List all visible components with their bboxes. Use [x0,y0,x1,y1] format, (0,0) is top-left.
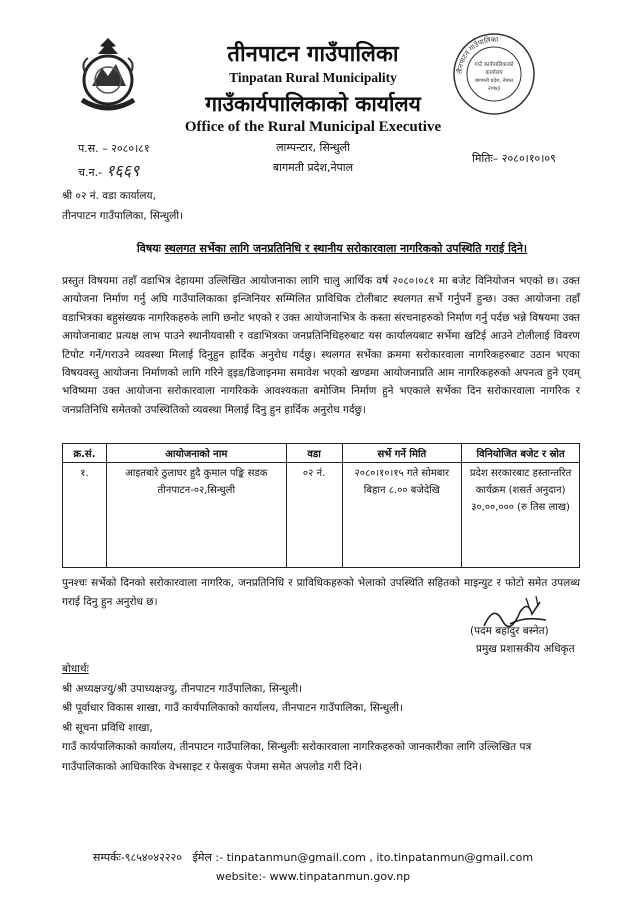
copy-to-label: बोधार्थः [62,663,89,675]
signatory-name: (पदम बहादुर बस्नेत) [470,625,549,637]
letter-date [472,151,556,166]
table-row [63,463,580,568]
email-label: ईमेल :- [192,851,224,864]
cell-survey-date: २०८०।१०।१५ गते सोमबार बिहान ८.०० बजेदेखि [342,463,462,568]
col-header-serial: क्र.सं. [63,444,107,463]
stamp-inner-line-4: २०७३ [487,85,501,92]
date-value: – २०८०।१०।०९ [492,152,556,165]
subject-line [62,241,602,256]
address-line-1: लाम्पन्टार, सिन्धुली [276,141,350,154]
stamp-inner-line-1: गाउँ कार्यपालिकाको [474,62,514,68]
reference-number [78,141,150,156]
office-name-english: Office of the Rural Municipal Executive [184,119,442,135]
dispatch-number [78,159,139,181]
stamp-inner-line-2: कार्यालय [485,70,503,76]
contact-emails: tinpatanmun@gmail.com , ito.tinpatanmun@gmail.com [226,851,534,864]
col-header-project-name: आयोजनाको नाम [106,444,286,463]
contact-label: सम्पर्कः- [92,851,125,864]
contact-phone: ९८५४०४२२२० [124,851,182,864]
col-header-budget-source: विनियोजित बजेट र स्रोत [462,444,580,463]
date-label: मितिः [472,152,493,165]
svg-text:तीनपाटन गाउँपालिका [455,35,499,74]
copy-to-block [62,660,587,777]
copy-to-line-1: श्री अध्यक्षज्यु/श्री उपाध्यक्षज्यु, तीनपाटन गाउँपालिका, सिन्धुली। [62,682,303,695]
dispatch-value: १६६९ [106,161,140,180]
col-header-ward: वडा [286,444,342,463]
addressee-line-2: तीनपाटन गाउँपालिका, सिन्धुली। [62,210,184,222]
office-seal-stamp [452,32,536,116]
subject-label: विषयः [136,242,161,255]
stamp-inner-line-3: बागमती प्रदेश, नेपाल [474,78,514,84]
website-url: www.tinpatanmun.gov.np [269,870,411,883]
body-paragraph: प्रस्तुत विषयमा तहाँ वडाभित्र देहायमा उल्लिखित आयोजनाका लागि चालु आर्थिक वर्ष २०८०।०८१ मा बजेट विनियोजन भएको छ। उक्त आयोजना निर्माण गर्नु अघि गाउँपालिकाका इन्जिनियर सम्मिलित प्राविधिक टोलीबाट स्थलगत सर्भे गर्नुपर्ने हुन्छ। उक्त आयोजना तहाँ वडाभित्रका बहुसंख्यक नागरिकहरुके लागि छनोट भएको र उक्त आयोजनाभित्र के कस्ता संरचनाहरुको निर्माण गर्नु पर्दछ भन्ने विषयमा उक्त आयोजनाबाट प्रत्यक्ष लाभ पाउने स्थानीयवासी र वडाभित्रका जनप्रतिनिधिहरुबाट यस कार्यालयबाट सर्भेमा खटिई आउने टोलीलाई विवरण टिपोट गर्ने/गराउने व्यवस्था मिलाई दिनुहुन हार्दिक अनुरोध गर्दछु। स्थलगत सर्भेका क्रममा सरोकारवाला नागरिकहरुबाट उठान भएका विषयवस्तु आयोजना निर्माणको लागि गरिने ड्इड/डिजाइनमा समावेश भएको खण्डमा आयोजनाप्रति आम नागरिकहरुको अपनत्व हुने एवम् भविष्यमा उक्त आयोजना सरोकारवाला नागरिकके आवश्यकता बमोजिम निर्माण हुने भएकाले सर्भेका दिन सरोकारवाला नागरिक र जनप्रतिनिधि समेतको उपस्थितिको व्यवस्था मिलाई दिनु हुन हार्दिक अनुरोध गर्दछु। [62,275,580,416]
footer-website [0,870,626,883]
copy-to-line-4: गाउँ कार्यपालिकाको कार्यालय, तीनपाटन गाउँपालिका, सिन्धुलीः सरोकारवाला नागरिकहरुको जानकारीका लागि उल्लिखित पत्र गाउँपालिकाको आधिकारिक वेभसाइट र फेसबुक पेजमा समेत अपलोड गरी दिने। [62,741,532,773]
postscript-paragraph: पुनश्चः सर्भेको दिनको सरोकारवाला नागरिक, जनप्रतिनिधि र प्राविधिकहरुको भेलाको उपस्थिति सहितको माइन्युट र फोटो समेत उपलब्ध गराई दिनु हुन अनुरोध छ। [62,577,580,608]
copy-to-line-2: श्री पूर्वाधार विकास शाखा, गाउँ कार्यपालिकाको कार्यालय, तीनपाटन गाउँपालिका, सिन्धुली। [62,702,403,714]
reference-value: – २०८०।८१ [102,142,150,155]
subject-text: स्थलगत सर्भेका लागि जनप्रतिनिधि र स्थानीय सरोकारवाला नागरिकको उपस्थिति गराई दिने। [164,242,528,255]
footer-contact [0,850,626,865]
address-line-2: बागमती प्रदेश,नेपाल [272,161,354,174]
cell-project-name: आइतबारे ठुलाघर हुदै कुमाल पङ्कि सडक तीनपाटन-०२,सिन्धुली [106,463,286,568]
addressee-block [62,186,183,226]
project-table [62,443,580,568]
cell-budget-source: प्रदेश सरकारबाट हस्तान्तरित कार्यक्रम (शसर्त अनुदान) ३०,००,००० (रु तिस लाख) [462,463,580,568]
municipality-name-nepali: तीनपाटन गाउँपालिका [227,42,399,67]
addressee-line-1: श्री ०२ नं. वडा कार्यालय, [62,190,156,202]
municipality-name-english: Tinpatan Rural Municipality [229,70,397,85]
table-header-row [63,444,580,463]
stamp-ring-text: तीनपाटन गाउँपालिका [455,35,499,75]
cell-ward: ०२ नं. [286,463,342,568]
signatory-title: प्रमुख प्रशासकीय अधिकृत [476,643,575,655]
copy-to-line-3: श्री सूचना प्रविधि शाखा, [62,721,153,734]
reference-label: प.स. [78,142,99,155]
office-name-nepali: गाउँकार्यपालिकाको कार्यालय [205,92,421,116]
website-label: website:- [215,870,267,883]
cell-serial: १. [63,463,107,568]
dispatch-label: च.न.- [78,166,103,179]
col-header-survey-date: सर्भे गर्ने मिति [342,444,462,463]
